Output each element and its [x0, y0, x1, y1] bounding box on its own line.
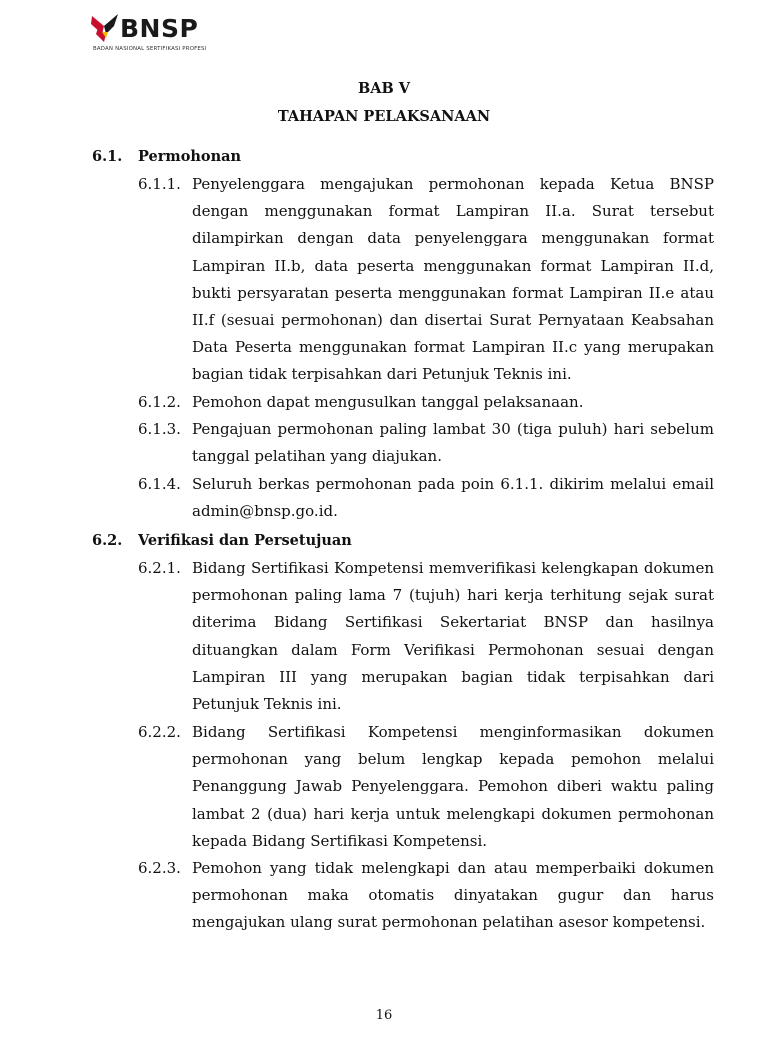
bnsp-logo: [90, 12, 240, 56]
item-number: 6.2.2.: [138, 723, 181, 741]
chapter-label: BAB V: [357, 80, 411, 97]
item-text: Seluruh berkas permohonan pada poin 6.1.1. dikirim melalui email admin@bnsp.go.id.: [192, 475, 714, 521]
list-item: [138, 389, 714, 416]
item-number: 6.1.2.: [138, 393, 181, 411]
logo-subtitle: BADAN NASIONAL SERTIFIKASI PROFESI: [93, 46, 207, 52]
item-text: Bidang Sertifikasi Kompetensi menginformasikan dokumen permohonan yang belum lengkap kepada pemohon melalui Penanggung Jawab Penyelenggara. Pemohon diberi waktu paling lambat 2 (dua) hari kerja untuk melengkapi dokumen permohonan kepada Bidang Sertifikasi Kompetensi.: [192, 723, 714, 850]
item-text: Pemohon yang tidak melengkapi dan atau memperbaiki dokumen permohonan maka otomatis dinyatakan gugur dan harus mengajukan ulang surat permohonan pelatihan asesor kompetensi.: [192, 859, 714, 932]
item-text: Penyelenggara mengajukan permohonan kepada Ketua BNSP dengan menggunakan format Lampiran II.a. Surat tersebut dilampirkan dengan data penyelenggara menggunakan format Lampiran II.b, data peserta menggunakan format Lampiran II.d, bukti persyaratan peserta menggunakan format Lampiran II.e atau II.f (sesuai permohonan) dan disertai Surat Pernyataan Keabsahan Data Peserta menggunakan format Lampiran II.c yang merupakan bagian tidak terpisahkan dari Petunjuk Teknis ini.: [192, 175, 714, 384]
item-number: 6.1.3.: [138, 420, 181, 438]
item-number: 6.1.1.: [138, 175, 181, 193]
page-number: 16: [375, 1008, 393, 1023]
section-title: Permohonan: [138, 148, 242, 165]
section-number: 6.2.: [92, 532, 123, 549]
item-number: 6.2.3.: [138, 859, 181, 877]
section-heading: [92, 148, 241, 165]
list-item: [138, 416, 714, 470]
bnsp-emblem-icon: [90, 12, 120, 44]
list-item: [138, 555, 714, 718]
list-item: [138, 171, 714, 389]
list-item: [138, 719, 714, 855]
item-text: Pemohon dapat mengusulkan tanggal pelaksanaan.: [192, 393, 584, 411]
section-number: 6.1.: [92, 148, 123, 165]
item-text: Pengajuan permohonan paling lambat 30 (tiga puluh) hari sebelum tanggal pelatihan yang diajukan.: [192, 420, 714, 466]
item-text: Bidang Sertifikasi Kompetensi memverifikasi kelengkapan dokumen permohonan paling lama 7 (tujuh) hari kerja terhitung sejak surat diterima Bidang Sertifikasi Sekertariat BNSP dan hasilnya dituangkan dalam Form Verifikasi Permohonan sesuai dengan Lampiran III yang merupakan bagian tidak terpisahkan dari Petunjuk Teknis ini.: [192, 559, 714, 714]
section-heading: [92, 532, 352, 549]
item-number: 6.2.1.: [138, 559, 181, 577]
chapter-title: TAHAPAN PELAKSANAAN: [277, 108, 491, 125]
item-number: 6.1.4.: [138, 475, 181, 493]
list-item: [138, 855, 714, 937]
list-item: [138, 471, 714, 525]
logo-text: BNSP: [120, 14, 199, 43]
section-title: Verifikasi dan Persetujuan: [138, 532, 352, 549]
